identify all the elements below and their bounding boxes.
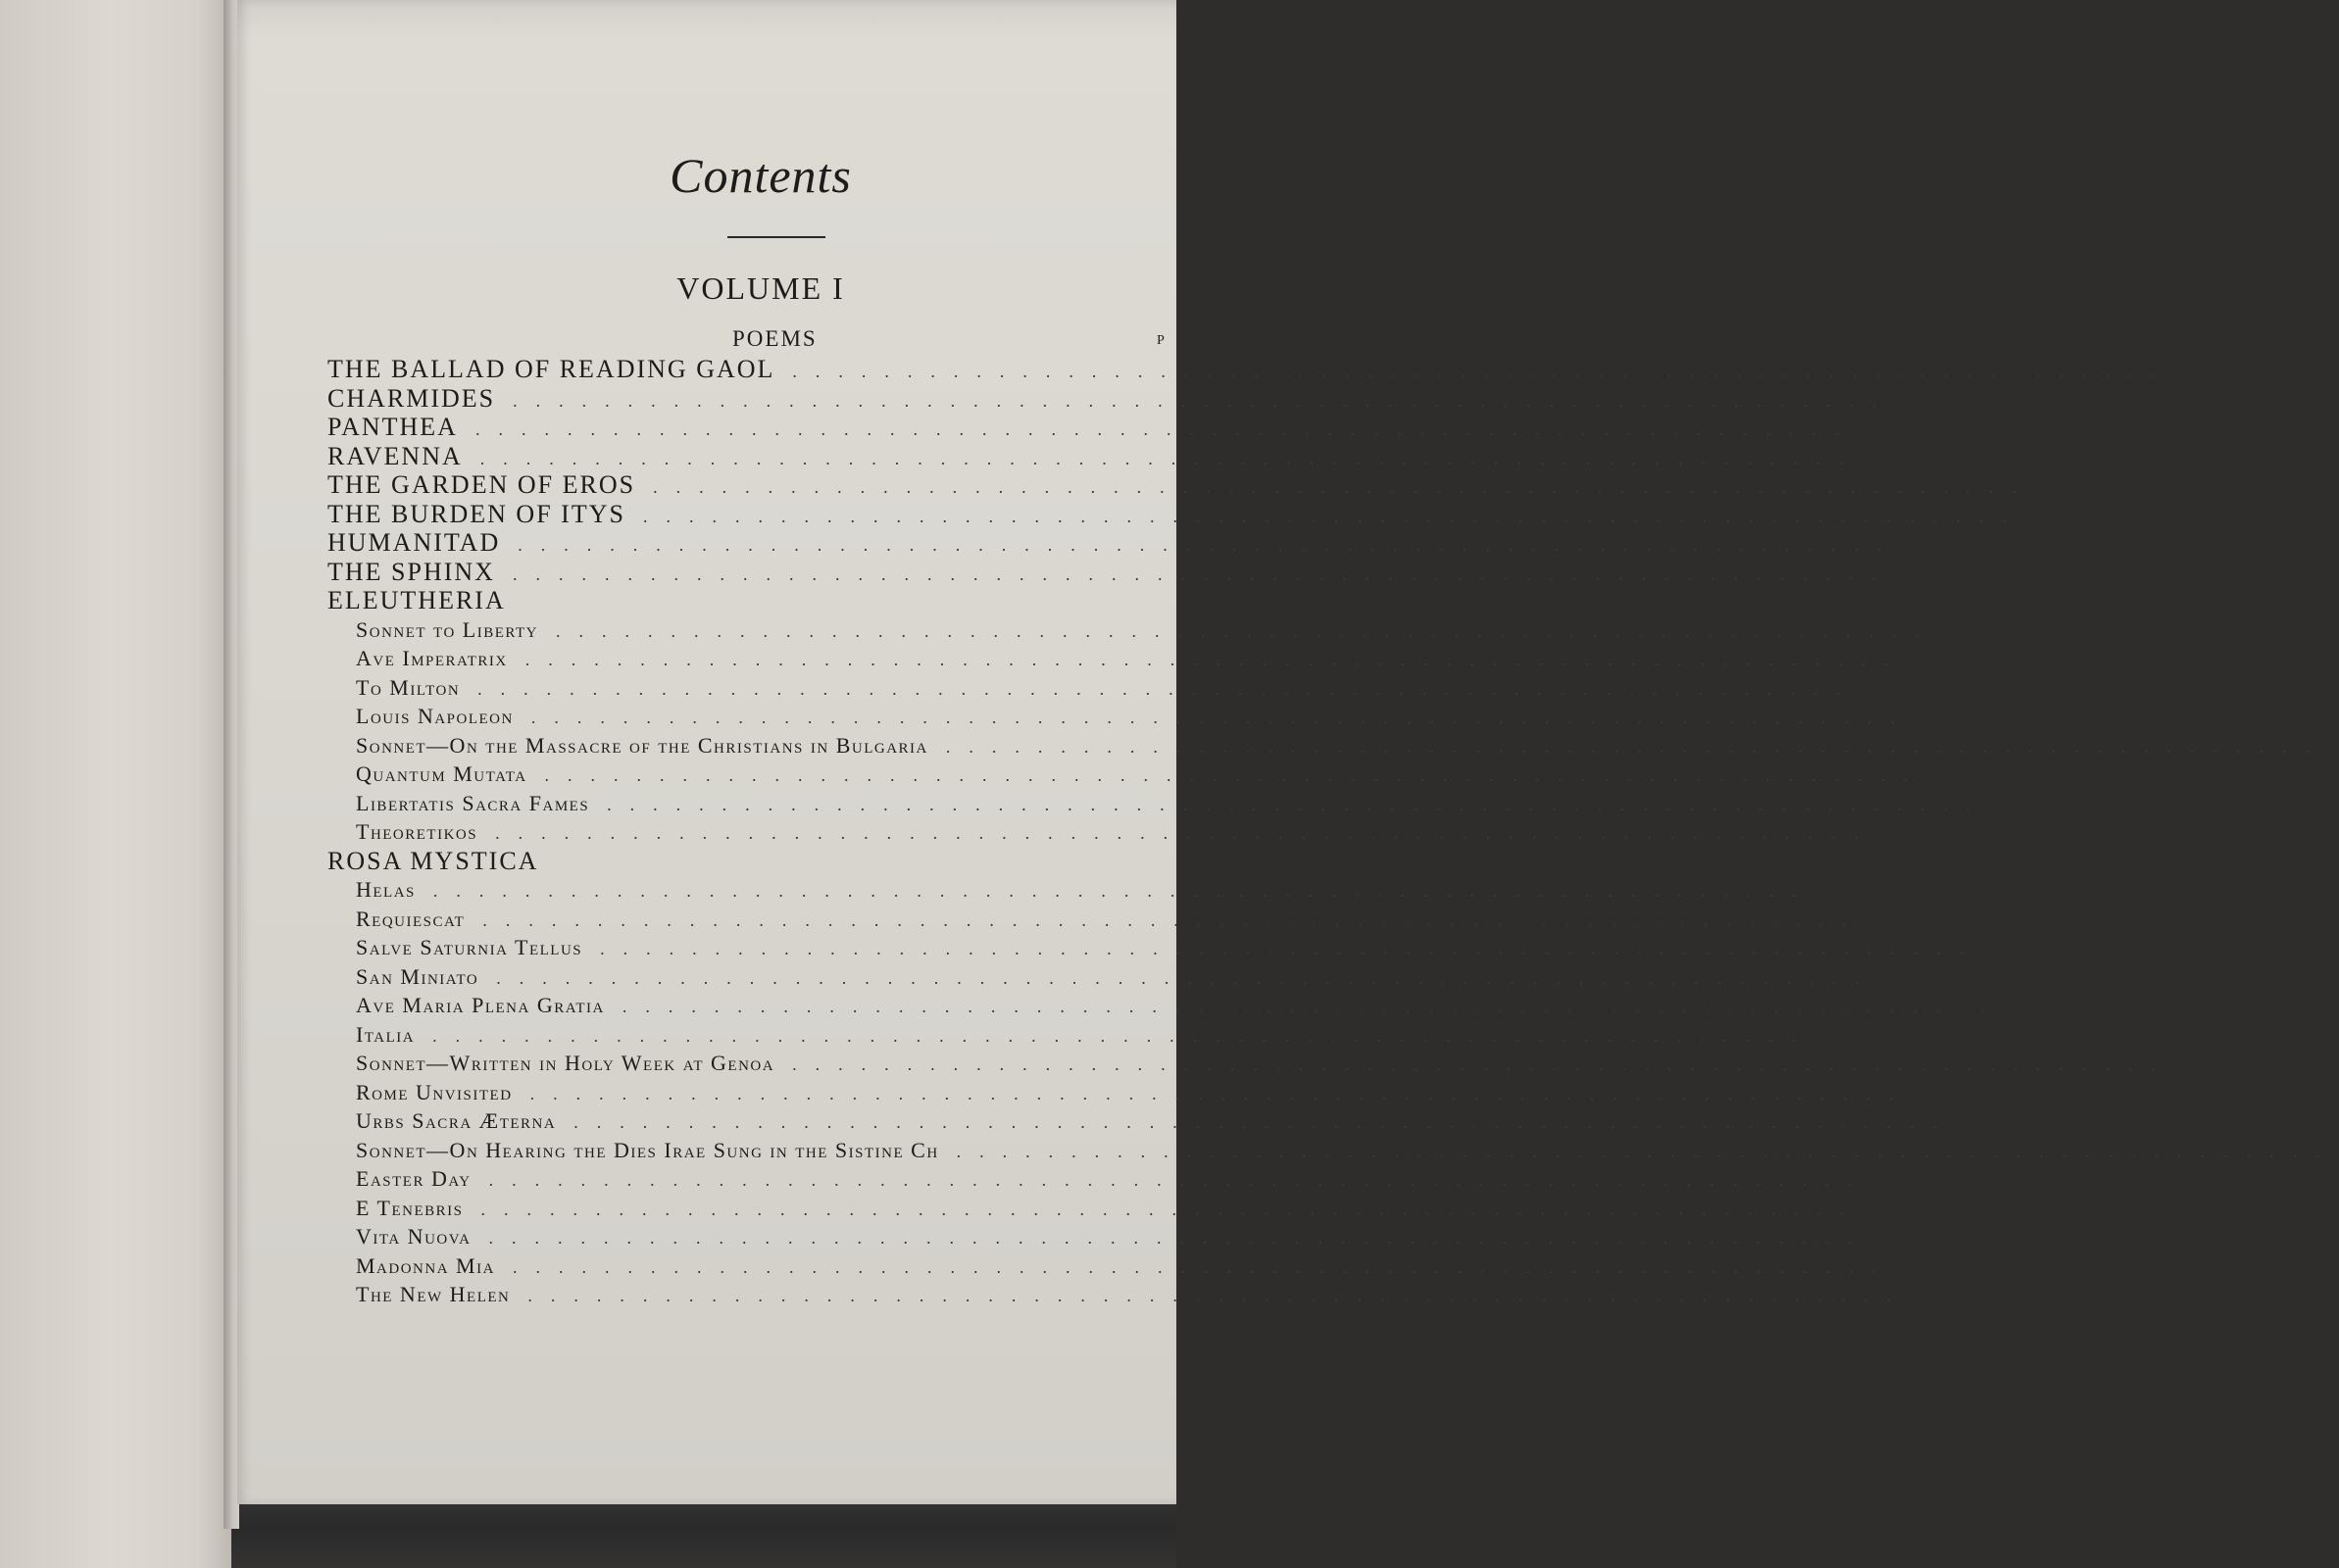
toc-entry-title: THE GARDEN OF EROS <box>327 470 636 499</box>
dot-leader: ............................................................ <box>607 794 1990 814</box>
dot-leader: ............................................................ <box>573 1112 1957 1132</box>
toc-entry <box>327 355 2175 384</box>
toc-entry-title: Ave Maria Plena Gratia <box>356 993 605 1017</box>
toc-entry <box>327 991 2005 1020</box>
dot-leader: ............................................................ <box>474 419 1858 439</box>
toc-entry-title: Salve Saturnia Tellus <box>356 935 583 959</box>
toc-entry <box>327 1136 2339 1165</box>
dot-leader: ............................................................ <box>482 909 1866 930</box>
toc-entry <box>327 1222 1871 1251</box>
toc-entry-title: Quantum Mutata <box>356 761 527 786</box>
dot-leader: ............................................................ <box>432 1025 1816 1046</box>
toc-group-heading <box>327 847 1210 876</box>
dot-leader: ............................................................ <box>527 1286 1911 1305</box>
dot-leader: ............................................................ <box>432 881 1816 901</box>
toc-entry-title: To Milton <box>356 674 461 700</box>
toc-entry-title: San Miniato <box>356 963 479 989</box>
toc-entry-title: ELEUTHERIA <box>327 586 506 614</box>
dot-leader: ............................................................ <box>622 997 2005 1016</box>
toc-entry-title: HUMANITAD <box>327 528 501 557</box>
dot-leader: ............................................................ <box>477 678 1861 699</box>
dot-leader: ............................................................ <box>529 1083 1913 1103</box>
toc-entry <box>327 731 2328 760</box>
toc-entry-title: Louis Napoleon <box>356 704 514 728</box>
toc-entry-title: Theoretikos <box>356 819 478 844</box>
dot-leader: ............................................................ <box>512 1256 1895 1277</box>
toc-entry <box>327 1251 1895 1281</box>
page-shading <box>237 0 1176 39</box>
toc-entry <box>327 760 1927 789</box>
toc-entry <box>327 1106 1957 1136</box>
page-title: Contents <box>670 148 852 203</box>
toc-entry <box>327 962 1879 992</box>
dot-leader: ............................................................ <box>792 362 2175 381</box>
dot-leader: ............................................................ <box>792 1054 2175 1074</box>
dot-leader: ............................................................ <box>555 620 1938 641</box>
dot-leader: ............................................................ <box>524 650 1908 669</box>
toc-entry <box>327 1280 1911 1309</box>
dot-leader: ............................................................ <box>488 1170 1871 1190</box>
toc-entry <box>327 470 2036 500</box>
dot-leader: ............................................................ <box>642 506 2025 526</box>
toc-entry-title: Sonnet—On the Massacre of the Christians in Bulgaria <box>356 732 928 758</box>
toc-entry-title: THE BURDEN OF ITYS <box>327 499 625 528</box>
toc-entry-title: Easter Day <box>356 1166 472 1191</box>
toc-entry-title: Madonna Mia <box>356 1252 495 1278</box>
toc-entry <box>327 789 1990 818</box>
toc-entry <box>327 817 1878 847</box>
toc-entry <box>327 615 1938 645</box>
toc-entry-title: Rome Unvisited <box>356 1079 513 1104</box>
toc-entry <box>327 1164 1871 1194</box>
dot-leader: ............................................................ <box>530 708 1914 727</box>
dot-leader: ............................................................ <box>544 765 1927 785</box>
title-rule <box>727 236 825 238</box>
dot-leader: ............................................................ <box>945 736 2328 757</box>
dot-leader: ............................................................ <box>480 1199 1864 1219</box>
dot-leader: ............................................................ <box>956 1141 2339 1161</box>
toc-entry-title: PANTHEA <box>327 413 458 441</box>
toc-entry-title: Sonnet—Written in Holy Week at Genoa <box>356 1051 775 1075</box>
toc-entry-title: Sonnet—On Hearing the Dies Irae Sung in the Sistine Ch <box>356 1137 939 1162</box>
toc-entry-title: Ave Imperatrix <box>356 646 508 670</box>
dot-leader: ............................................................ <box>496 967 1879 988</box>
toc-group-heading <box>327 586 1210 615</box>
toc-entry-title: Italia <box>356 1021 416 1047</box>
contents-page <box>237 0 2339 1504</box>
dot-leader: ............................................................ <box>653 477 2036 497</box>
toc-entry <box>327 673 1861 703</box>
toc-entry-title: ROSA MYSTICA <box>327 846 539 875</box>
volume-heading: VOLUME I <box>676 270 845 306</box>
toc-entry <box>327 413 1858 442</box>
dot-leader: ............................................................ <box>479 448 1863 468</box>
dot-leader: ............................................................ <box>495 823 1878 843</box>
section-heading: POEMS <box>732 326 818 351</box>
toc-entry-title: THE SPHINX <box>327 557 495 586</box>
toc-entry-title: Libertatis Sacra Fames <box>356 790 590 815</box>
dot-leader: ............................................................ <box>488 1228 1871 1248</box>
toc-entry-title: Sonnet to Liberty <box>356 616 538 642</box>
toc-entry <box>327 441 1863 471</box>
toc-entry <box>327 557 1895 587</box>
toc-entry-title: Requiescat <box>356 906 466 931</box>
toc-entry-title: THE BALLAD OF READING GAOL <box>327 355 775 383</box>
left-page <box>0 0 231 1568</box>
dot-leader: ............................................................ <box>512 564 1895 584</box>
toc-entry <box>327 1078 1913 1107</box>
table-of-contents <box>327 355 2339 1309</box>
dot-leader: ............................................................ <box>518 535 1901 555</box>
toc-entry-title: RAVENNA <box>327 441 463 470</box>
dot-leader: ............................................................ <box>513 390 1896 411</box>
page-column-heading: P <box>1157 333 1167 348</box>
toc-entry <box>327 499 2025 529</box>
toc-entry-title: E Tenebris <box>356 1195 464 1220</box>
toc-entry <box>327 1020 1816 1050</box>
toc-entry <box>327 1049 2175 1078</box>
toc-entry <box>327 383 1896 414</box>
toc-entry <box>327 905 1866 934</box>
toc-entry-title: The New Helen <box>356 1282 511 1306</box>
toc-entry <box>327 702 1914 731</box>
toc-entry <box>327 528 1901 558</box>
toc-entry <box>327 875 1816 905</box>
toc-entry-title: Urbs Sacra Æterna <box>356 1108 557 1133</box>
toc-entry-title: Helas <box>356 877 416 902</box>
dot-leader: ............................................................ <box>600 939 1983 958</box>
toc-entry-title: CHARMIDES <box>327 383 496 413</box>
toc-entry <box>327 1194 1864 1223</box>
toc-entry-title: Vita Nuova <box>356 1224 472 1249</box>
toc-entry <box>327 644 1908 673</box>
toc-entry <box>327 933 1983 962</box>
